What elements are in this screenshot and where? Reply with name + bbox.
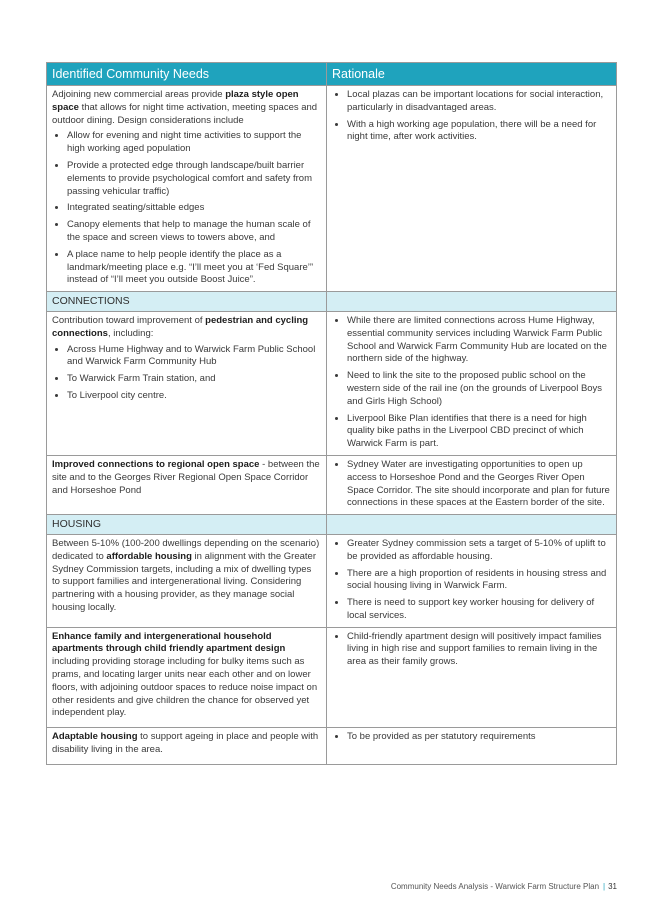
rationale-cell: [327, 86, 617, 292]
needs-cell: [47, 627, 327, 728]
section-label: CONNECTIONS: [47, 292, 327, 312]
list-item: • Child-friendly apartment design will positively impact families living in high rise and support families to remain living in the area as their family grows.: [347, 631, 611, 669]
needs-cell: [47, 311, 327, 455]
list-item: • Integrated seating/sittable edges: [67, 202, 321, 215]
needs-cell: [47, 728, 327, 765]
list-item: • A place name to help people identify the place as a landmark/meeting place e.g. “I’ll meet you at ‘Fed Square’” instead of “I’ll meet you outside Boost Juice”.: [67, 249, 321, 287]
rationale-list: [332, 731, 611, 744]
page-footer: [391, 882, 617, 891]
list-item: • Across Hume Highway and to Warwick Farm Public School and Warwick Farm Community Hub: [67, 344, 321, 370]
needs-cell: [47, 86, 327, 292]
need-intro: Contribution toward improvement of pedestrian and cycling connections, including:: [52, 314, 309, 339]
community-needs-table: [46, 62, 617, 765]
list-item: • Need to link the site to the proposed public school on the western side of the rail ine (on the grounds of Liverpool Boys and Girls High School): [347, 370, 611, 408]
need-intro: Adaptable housing to support ageing in place and people with disability living in the area.: [52, 731, 319, 756]
list-item: • Local plazas can be important locations for social interaction, particularly in disadvantaged areas.: [347, 89, 611, 115]
section-blank: [327, 515, 617, 535]
table-row: [47, 455, 617, 514]
header-rationale: Rationale: [327, 63, 617, 86]
need-intro: Improved connections to regional open space - between the site and to the Georges River Regional Open Space Corridor and Horseshoe Pond: [52, 458, 320, 496]
header-identified-needs: Identified Community Needs: [47, 63, 327, 86]
rationale-cell: [327, 627, 617, 728]
list-item: • There is need to support key worker housing for delivery of local services.: [347, 597, 611, 623]
needs-list: [52, 130, 321, 287]
rationale-list: [332, 631, 611, 669]
rationale-cell: [327, 455, 617, 514]
rationale-cell: [327, 534, 617, 627]
needs-cell: [47, 534, 327, 627]
list-item: • There are a high proportion of residents in housing stress and social housing living in Warwick Farm.: [347, 568, 611, 594]
footer-title: Community Needs Analysis - Warwick Farm Structure Plan: [390, 882, 600, 891]
need-intro: Between 5-10% (100-200 dwellings depending on the scenario) dedicated to affordable housing in alignment with the Greater Sydney Commission targets, including a mix of dwelling types to support families and intergenerational living. Considering partnering with a housing provider, as they manage social housing locally.: [52, 537, 320, 613]
rationale-cell: [327, 311, 617, 455]
rationale-list: [332, 315, 611, 451]
list-item: • Greater Sydney commission sets a target of 5-10% of uplift to be provided as affordable housing.: [347, 538, 611, 564]
footer-separator: |: [603, 882, 606, 891]
needs-list: [52, 344, 321, 403]
rationale-cell: [327, 728, 617, 765]
need-intro: Adjoining new commercial areas provide plaza style open space that allows for night time activation, meeting spaces and outdoor dining. Design considerations include: [52, 89, 318, 126]
rationale-list: [332, 538, 611, 623]
list-item: • To Liverpool city centre.: [67, 390, 321, 403]
rationale-list: [332, 459, 611, 510]
list-item: • Allow for evening and night time activities to support the high working aged population: [67, 130, 321, 156]
list-item: • To Warwick Farm Train station, and: [67, 373, 321, 386]
rationale-list: [332, 89, 611, 144]
section-row-housing: [47, 515, 617, 535]
list-item: • Liverpool Bike Plan identifies that there is a need for high quality bike paths in the Liverpool CBD precinct of which Warwick Farm is part.: [347, 413, 611, 451]
need-intro: Enhance family and intergenerational household apartments through child friendly apartment design including providing storage including for bulky items such as prams, and locating larger units near each other and on lower floors, with adjoining outdoor spaces to reduce noise impact on other residents and give children the chance for observed yet independent play.: [52, 630, 318, 719]
list-item: • Sydney Water are investigating opportunities to open up access to Horseshoe Pond and the Georges River Open Space Corridor. The site should incorporate and plan for future connections in these spaces at the Eastern border of the site.: [347, 459, 611, 510]
list-item: • To be provided as per statutory requirements: [347, 731, 611, 744]
list-item: • While there are limited connections across Hume Highway, essential community services including Warwick Farm Public School and Warwick Farm Community Hub are located on the northern side of the highway.: [347, 315, 611, 366]
page-number: 31: [608, 882, 617, 891]
section-label: HOUSING: [47, 515, 327, 535]
table-row: [47, 86, 617, 292]
list-item: • Canopy elements that help to manage the human scale of the space and screen views to towers above, and: [67, 219, 321, 245]
list-item: • With a high working age population, there will be a need for night time, after work activities.: [347, 119, 611, 145]
table-row: [47, 627, 617, 728]
table-row: [47, 534, 617, 627]
table-row: [47, 728, 617, 765]
table-header-row: [47, 63, 617, 86]
table-row: [47, 311, 617, 455]
section-blank: [327, 292, 617, 312]
section-row-connections: [47, 292, 617, 312]
needs-cell: [47, 455, 327, 514]
list-item: • Provide a protected edge through landscape/built barrier elements to provide psychological comfort and safety from passing vehicular traffic): [67, 160, 321, 198]
